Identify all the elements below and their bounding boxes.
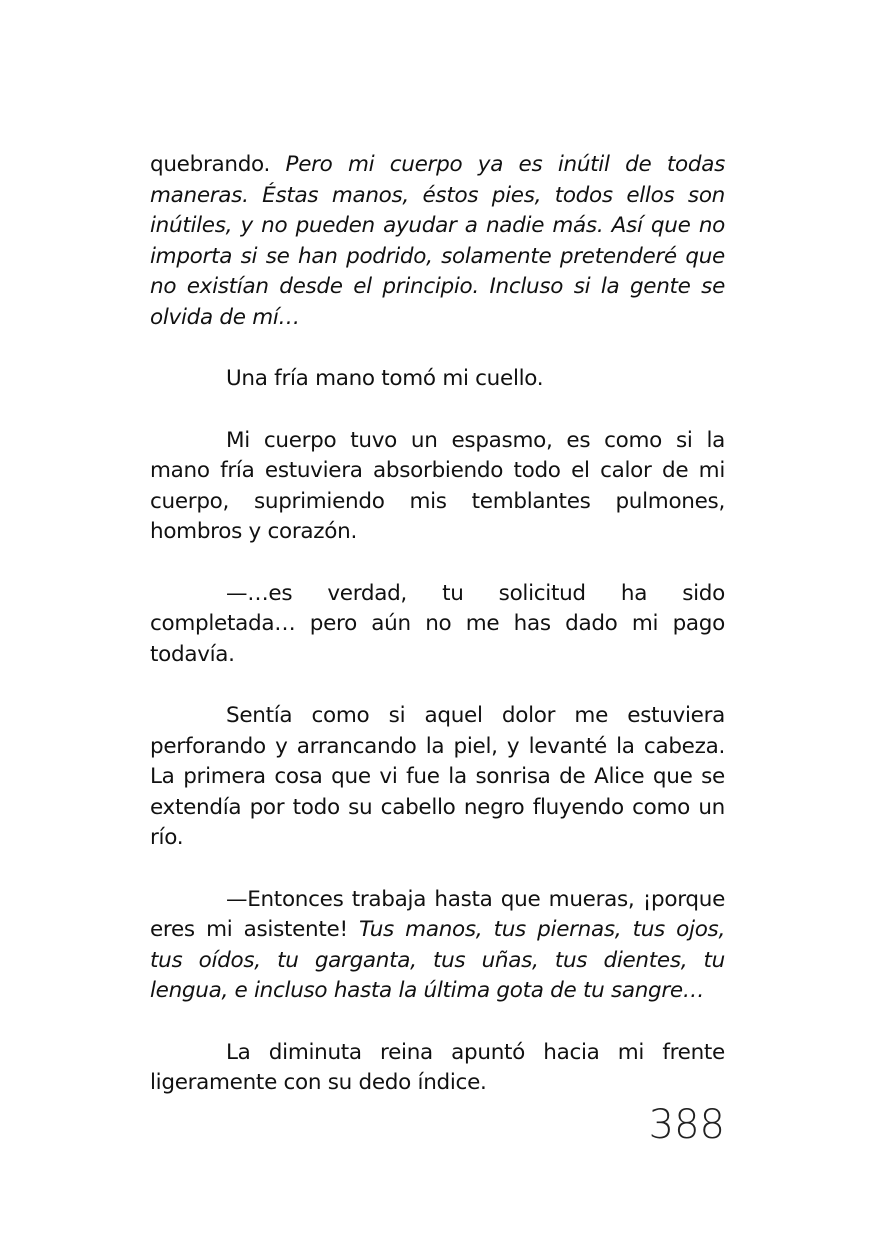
paragraph-2 (150, 364, 725, 395)
paragraph-1 (150, 150, 725, 333)
paragraph-5-text: Sentía como si aquel dolor me estuviera perforando y arrancando la piel, y levanté la cabeza. La primera cosa que vi fue la sonrisa de Alice que se extendía por todo su cabello negro fluyendo como un río. (150, 703, 725, 850)
paragraph-7-text: La diminuta reina apuntó hacia mi frente ligeramente con su dedo índice. (150, 1039, 725, 1095)
paragraph-6-italic-text: Tus manos, tus piernas, tus ojos, tus oídos, tu garganta, tus uñas, tus dientes, tu lengua, e incluso hasta la última gota de tu sangre… (150, 917, 725, 1003)
paragraph-6 (150, 885, 725, 1007)
paragraph-1-text: quebrando. (150, 152, 286, 177)
paragraph-4 (150, 579, 725, 671)
paragraph-5 (150, 701, 725, 854)
page-number: 388 (648, 1102, 725, 1148)
paragraph-2-text: Una fría mano tomó mi cuello. (226, 366, 544, 391)
paragraph-3-text: Mi cuerpo tuvo un espasmo, es como si la mano fría estuviera absorbiendo todo el calor de mi cuerpo, suprimiendo mis temblantes pulmones, hombros y corazón. (150, 427, 725, 544)
paragraph-1-italic-text: Pero mi cuerpo ya es inútil de todas maneras. Éstas manos, éstos pies, todos ellos son inútiles, y no pueden ayudar a nadie más. Así que no importa si se han podrido, solamente pretenderé que no existían desde el principio. Incluso si la gente se olvida de mí… (150, 152, 725, 330)
paragraph-3 (150, 426, 725, 548)
paragraph-6-text: —Entonces trabaja hasta que mueras, ¡porque eres mi asistente! (150, 886, 725, 942)
paragraph-4-text: —…es verdad, tu solicitud ha sido completada… pero aún no me has dado mi pago todavía. (150, 580, 725, 667)
page-body (150, 150, 725, 1130)
paragraph-7 (150, 1038, 725, 1099)
